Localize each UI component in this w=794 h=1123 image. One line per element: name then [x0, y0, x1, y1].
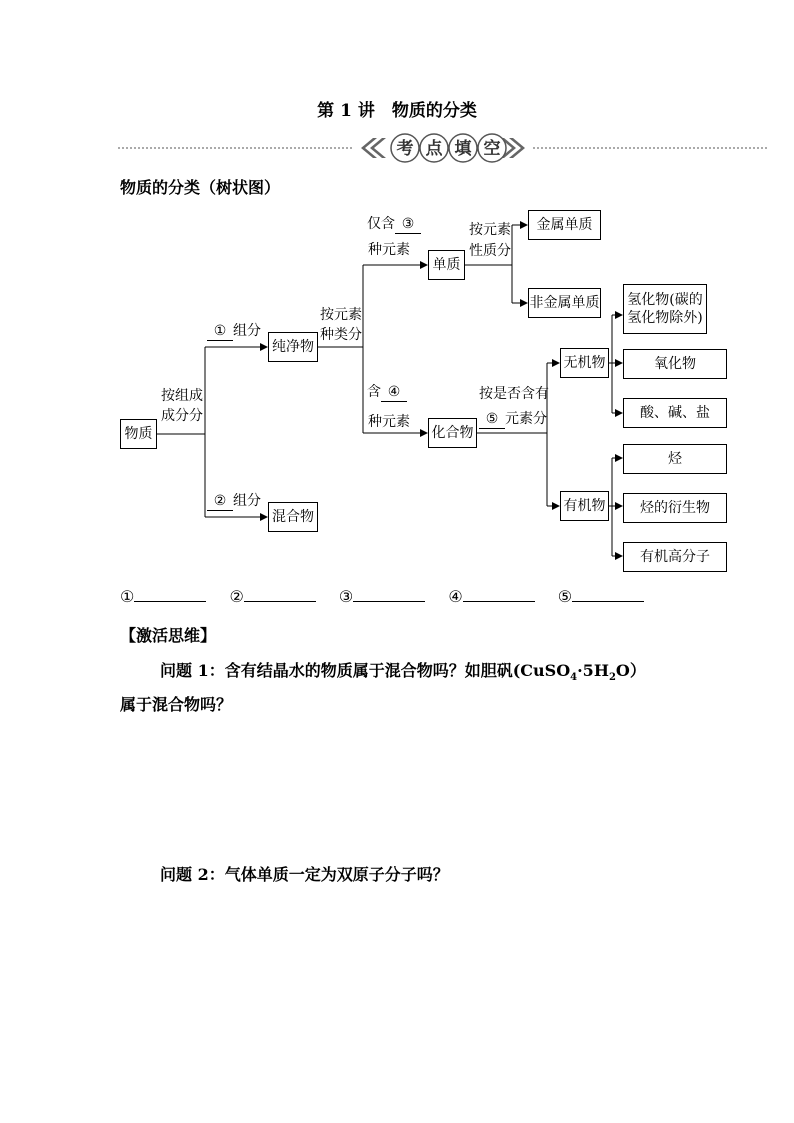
- classification-tree-diagram: [115, 205, 735, 575]
- edge-label-composition-1: 按组成: [161, 388, 203, 404]
- answer-blanks: [120, 587, 662, 606]
- answer-blank-4[interactable]: [448, 587, 534, 606]
- edge-label-contains-element-suffix: 元素分: [505, 411, 547, 427]
- node-hydride-line1: 氢化物(碳的: [627, 292, 703, 308]
- banner-char: 空: [483, 139, 501, 159]
- node-element: 单质: [428, 250, 465, 280]
- node-organic: 有机物: [560, 491, 609, 521]
- edge-label-pure: [207, 322, 261, 341]
- node-acid-base-salt: 酸、碱、盐: [623, 398, 727, 428]
- blank-1: ①: [207, 322, 233, 341]
- node-hydrocarbon-derivative: 烃的衍生物: [623, 493, 727, 523]
- question-1-end: O）: [615, 661, 646, 680]
- blank-5: ⑤: [479, 410, 505, 429]
- answer-number: ①: [120, 587, 135, 606]
- question-1-line-2: 属于混合物吗？: [120, 695, 233, 714]
- answer-blank-1[interactable]: [120, 587, 206, 606]
- section-banner: [118, 132, 768, 164]
- blank-2: ②: [207, 492, 233, 511]
- answer-number: ④: [448, 587, 463, 606]
- node-substance: 物质: [120, 419, 157, 449]
- banner-char: 点: [425, 139, 443, 159]
- edge-label-element-1: [367, 215, 421, 234]
- banner-char: 填: [454, 139, 472, 159]
- node-nonmetal-element: 非金属单质: [528, 288, 601, 318]
- question-2: 问题 2：气体单质一定为双原子分子吗？: [160, 865, 449, 884]
- answer-blank-5[interactable]: [558, 587, 644, 606]
- node-hydride: [623, 284, 707, 334]
- question-1: [160, 654, 646, 694]
- edge-label-element-types-1: 按元素: [320, 307, 362, 323]
- edge-label-contains-element-2: [479, 410, 547, 429]
- answer-number: ③: [338, 587, 354, 606]
- node-hydrocarbon: 烃: [623, 444, 727, 474]
- node-mixture: 混合物: [268, 502, 318, 532]
- page-title: 第 1 讲 物质的分类: [317, 101, 477, 121]
- node-oxide: 氧化物: [623, 349, 727, 379]
- node-hydride-line2: 氢化物除外): [627, 310, 703, 326]
- banner-chevron-left-icon: [361, 138, 386, 158]
- question-1-sub-4: 4: [570, 672, 578, 684]
- question-1-mid: ·5H: [577, 661, 609, 680]
- answer-number: ②: [229, 587, 244, 606]
- edge-label-compound-1: [367, 383, 407, 402]
- node-compound: 化合物: [428, 418, 477, 448]
- question-1-sub-2: 2: [608, 672, 616, 684]
- edge-label-compound-prefix: 含: [367, 384, 381, 400]
- edge-label-contains-element-1: 按是否含有: [479, 386, 549, 402]
- blank-3: ③: [395, 215, 421, 234]
- edge-label-composition-2: 成分分: [161, 408, 203, 424]
- answer-blank-2[interactable]: [229, 587, 315, 606]
- question-1-prefix: 问题 1：含有结晶水的物质属于混合物吗？如胆矾(CuSO: [160, 661, 571, 680]
- banner-char: 考: [396, 139, 414, 159]
- node-organic-polymer: 有机高分子: [623, 542, 727, 572]
- answer-blank-3[interactable]: [339, 587, 425, 606]
- edge-label-mixture-suffix: 组分: [233, 493, 261, 509]
- edge-label-element-property-1: 按元素: [469, 222, 511, 238]
- edge-label-element-2: 种元素: [368, 242, 410, 258]
- edge-label-element-prefix: 仅含: [367, 216, 395, 232]
- blank-4: ④: [381, 383, 407, 402]
- node-metal-element: 金属单质: [528, 210, 601, 240]
- activate-thinking-heading: 【激活思维】: [120, 626, 217, 645]
- edge-label-mixture: [207, 492, 261, 511]
- edge-label-element-types-2: 种类分: [320, 327, 362, 343]
- node-pure-substance: 纯净物: [268, 332, 318, 362]
- edge-label-pure-suffix: 组分: [233, 323, 261, 339]
- section-title: 物质的分类（树状图）: [120, 178, 281, 197]
- edge-label-compound-2: 种元素: [368, 414, 410, 430]
- edge-label-element-property-2: 性质分: [469, 243, 511, 259]
- banner-badges: [391, 134, 506, 162]
- node-inorganic: 无机物: [560, 348, 609, 378]
- answer-number: ⑤: [557, 587, 573, 606]
